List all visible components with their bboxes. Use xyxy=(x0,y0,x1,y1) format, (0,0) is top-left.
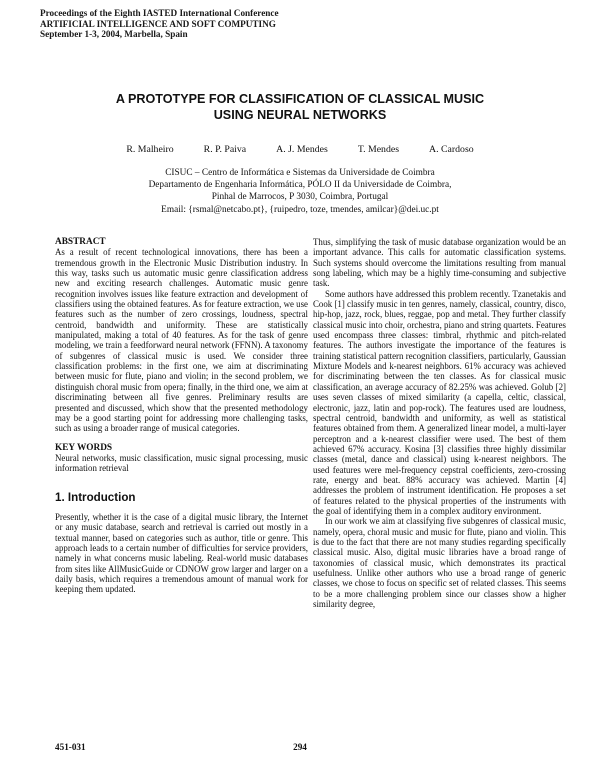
affiliation-email: Email: {rsmal@netcabo.pt}, {ruipedro, toze, tmendes, amilcar}@dei.uc.pt xyxy=(161,204,439,215)
conference-header-line2: ARTIFICIAL INTELLIGENCE AND SOFT COMPUTING xyxy=(40,18,276,29)
page-number: 294 xyxy=(293,742,307,752)
author: A. J. Mendes xyxy=(276,144,328,155)
paper-title xyxy=(40,91,560,123)
introduction-heading: 1. Introduction xyxy=(55,490,136,504)
keywords-heading: KEY WORDS xyxy=(55,442,113,453)
paper-id: 451-031 xyxy=(55,742,86,752)
introduction-paragraph: Presently, whether it is the case of a digital music library, the Internet or any music database, search and retrieval is carried out mostly in a textual manner, based on categories such as author, title or genre. This approach leads to a certain number of difficulties for service providers, namely in what concerns music labeling. Real-world music databases from sites like AllMusicGuide or CDNOW grow larger and larger on a daily basis, which requires a tremendous amount of manual work for keeping them updated. xyxy=(55,511,308,595)
author: T. Mendes xyxy=(357,144,400,155)
abstract-heading: ABSTRACT xyxy=(55,237,106,247)
author-list xyxy=(40,144,560,155)
conference-header-line3: September 1-3, 2004, Marbella, Spain xyxy=(40,29,188,39)
conference-header xyxy=(40,8,279,40)
paper-title-line2: USING NEURAL NETWORKS xyxy=(213,108,387,122)
affiliation-line1: CISUC – Centro de Informática e Sistemas da Universidade de Coimbra xyxy=(165,168,435,178)
body-paragraph: Some authors have addressed this problem recently. Tzanetakis and Cook [1] classify music in ten genres, namely, classical, country, disco, hip-hop, jazz, rock, blues, reggae, pop and metal. They further classify classical music into choir, orchestra, piano and string quartets. Features used encompass three classes: timbral, rhythmic and pitch-related features. The authors investigate the importance of the features is training statistical pattern recognition classifiers, particularly, Gaussian Mixture Models and k-nearest neighbors. 61% accuracy was achieved for discriminating between the ten classes. As for classical music classification, an average accuracy of 82.25% was achieved. Golub [2] uses seven classes of mixed similarity (a capella, celtic, classical, electronic, jazz, latin and pop-rock). The features used are loudness, spectral centroid, bandwidth and uniformity, as well as statistical features obtained from them. A generalized linear model, a multi-layer perceptron and a k-nearest classifier were used. The best of them achieved 67% accuracy. Kosina [3] classifies three highly dissimilar classes (metal, dance and classical) using k-nearest neighbors. The used features were mel-frequency cepstral coefficients, zero-crossing rate, energy and beat. 88% accuracy was achieved. Martin [4] addresses the problem of instrument identification. He proposes a set of features related to the physical properties of the instruments with the goal of identifying them in a complex auditory environment. xyxy=(313,288,567,516)
left-column xyxy=(55,237,308,595)
keywords-text: Neural networks, music classification, music signal processing, music information retrieval xyxy=(55,452,308,474)
abstract-text: As a result of recent technological innovations, there has been a tremendous growth in the Electronic Music Distribution industry. In this way, tasks such us automatic music genre classification address new and exciting research challenges. Automatic music genre recognition involves issues like feature extraction and development of classifiers using the obtained features. As for feature extraction, we use features such as the number of zero crossings, loudness, spectral centroid, bandwidth and uniformity. These are statistically manipulated, making a total of 40 features. As for the task of genre modeling, we train a feedforward neural network (FFNN). A taxonomy of subgenres of classical music is used. We consider three classification problems: in the first one, we aim at discriminating between music for flute, piano and violin; in the second problem, we distinguish choral music from opera; finally, in the third one, we aim at discriminating between all five genres. Preliminary results are presented and discussed, which show that the presented methodology may be a good starting point for addressing more challenging tasks, such as using a broader range of musical categories. xyxy=(55,247,308,434)
right-column xyxy=(313,237,566,609)
body-paragraph: Thus, simplifying the task of music database organization would be an important advance. This calls for automatic classification systems. Such systems should overcome the limitations resulting from manual song labeling, which may be a highly time-consuming and subjective task. xyxy=(313,237,566,289)
author: A. Cardoso xyxy=(429,144,474,155)
affiliation-line2: Departamento de Engenharia Informática, PÓLO II da Universidade de Coimbra, xyxy=(148,180,452,191)
author: R. P. Paiva xyxy=(203,144,247,155)
paper-title-line1: A PROTOTYPE FOR CLASSIFICATION OF CLASSICAL MUSIC xyxy=(115,92,485,106)
affiliation xyxy=(40,167,560,216)
body-paragraph: In our work we aim at classifying five subgenres of classical music, namely, opera, choral music and music for flute, piano and violin. This is due to the fact that there are not many studies regarding specifically classical music. Also, digital music libraries have a broad range of taxonomies of classical music, which demonstrates its practical usefulness. Unlike other authors who use a broad range of generic classes, we chose to focus on specific set of related classes. This seems to be a more challenging problem since our classes show a higher similarity degree, xyxy=(313,516,566,610)
author: R. Malheiro xyxy=(126,144,174,155)
affiliation-line3: Pinhal de Marrocos, P 3030, Coimbra, Portugal xyxy=(211,192,389,203)
conference-header-line1: Proceedings of the Eighth IASTED International Conference xyxy=(40,8,279,18)
